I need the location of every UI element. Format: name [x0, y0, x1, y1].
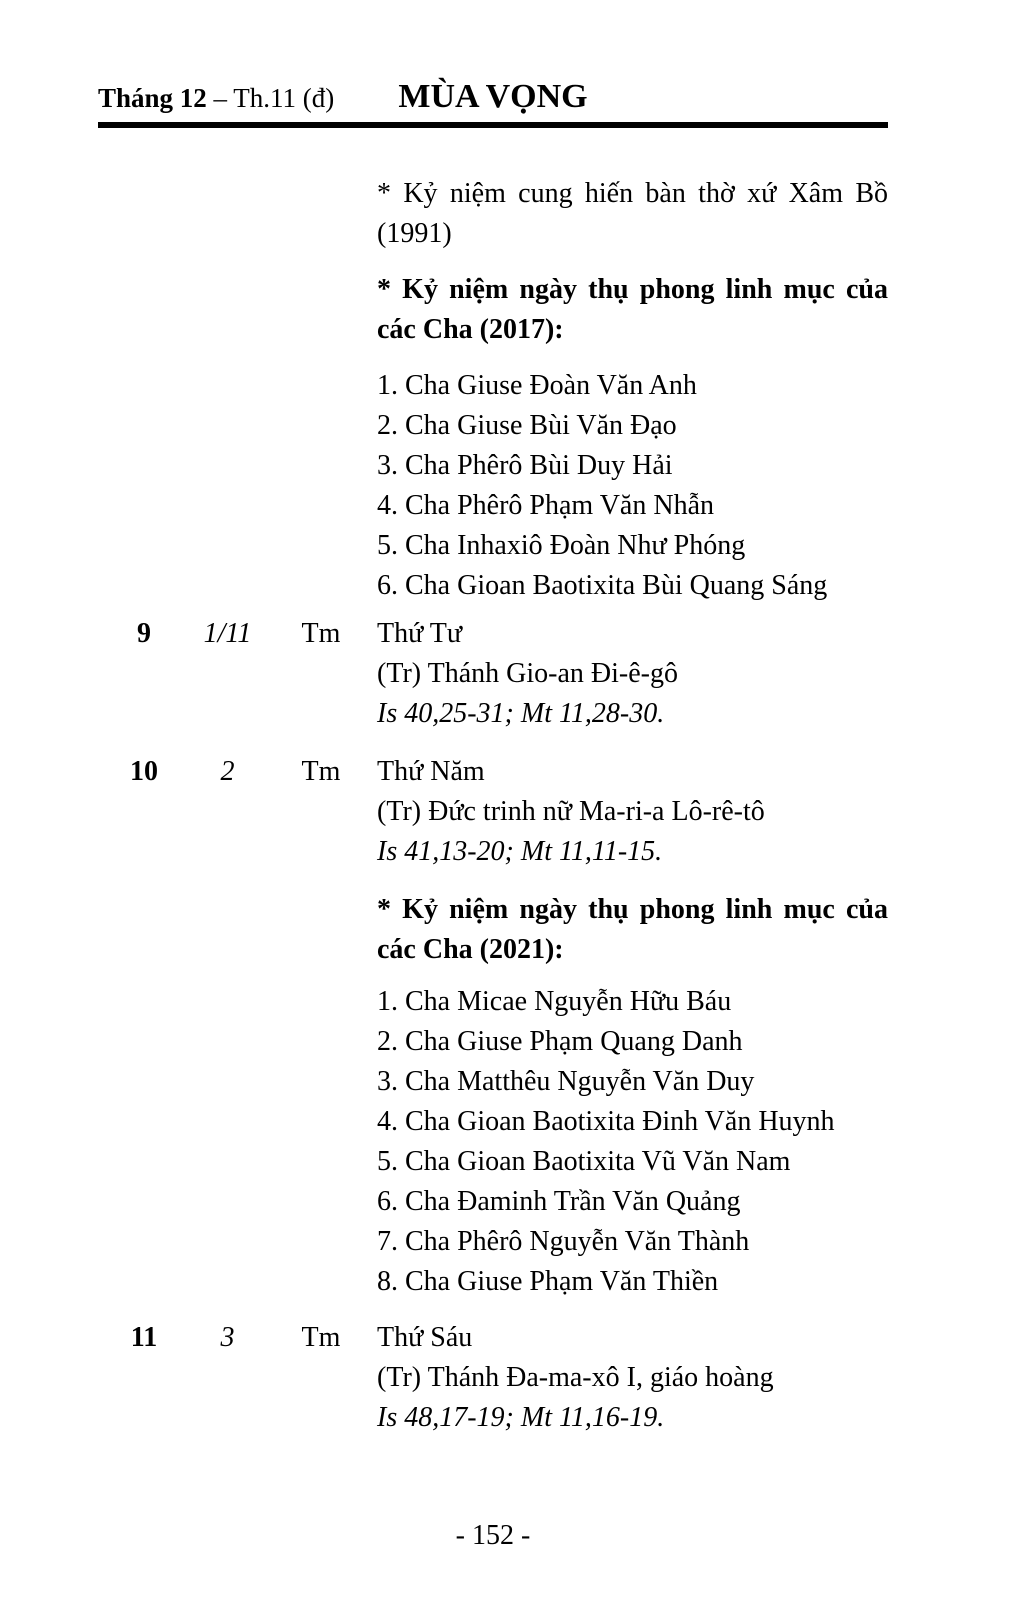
list-item: 5. Cha Gioan Baotixita Vũ Văn Nam — [377, 1146, 791, 1177]
list-item: 1. Cha Giuse Đoàn Văn Anh — [377, 370, 697, 401]
calendar-entry-day-10 — [98, 752, 888, 872]
feast-line: (Tr) Thánh Đa-ma-xô I, giáo hoàng — [377, 1362, 774, 1393]
list-item: 3. Cha Matthêu Nguyễn Văn Duy — [377, 1066, 755, 1097]
lunar-date: 1/11 — [203, 618, 252, 649]
list-item: 1. Cha Micae Nguyễn Hữu Báu — [377, 986, 732, 1017]
weekday: Thứ Sáu — [377, 1322, 473, 1353]
lunar-date: 2 — [220, 756, 235, 787]
list-item: 6. Cha Gioan Baotixita Bùi Quang Sáng — [377, 570, 828, 601]
weekday: Thứ Năm — [377, 756, 485, 787]
entry-text — [377, 752, 888, 872]
day-number: 9 — [137, 618, 151, 649]
weekday: Thứ Tư — [377, 618, 463, 649]
lunar-date: 3 — [220, 1322, 235, 1353]
liturgical-color: Tm — [301, 1322, 341, 1353]
readings-line: Is 48,17-19; Mt 11,16-19. — [377, 1402, 665, 1433]
note-dedication: * Kỷ niệm cung hiến bàn thờ xứ Xâm Bồ (1991) — [377, 178, 888, 249]
ordination-list-2017 — [377, 366, 888, 606]
liturgical-color: Tm — [301, 756, 341, 787]
feast-line: (Tr) Thánh Gio-an Đi-ê-gô — [377, 658, 678, 689]
month-label — [98, 83, 334, 114]
entry-text — [377, 614, 888, 734]
readings-line: Is 41,13-20; Mt 11,11-15. — [377, 836, 663, 867]
list-item: 5. Cha Inhaxiô Đoàn Như Phóng — [377, 530, 746, 561]
day-number: 10 — [130, 756, 158, 787]
day-number: 11 — [130, 1322, 158, 1353]
feast-line: (Tr) Đức trinh nữ Ma-ri-a Lô-rê-tô — [377, 796, 765, 827]
list-item: 4. Cha Phêrô Phạm Văn Nhẫn — [377, 490, 714, 521]
list-item: 2. Cha Giuse Phạm Quang Danh — [377, 1026, 743, 1057]
list-item: 7. Cha Phêrô Nguyễn Văn Thành — [377, 1226, 750, 1257]
list-item: 3. Cha Phêrô Bùi Duy Hải — [377, 450, 673, 481]
heading-ordination-2017: * Kỷ niệm ngày thụ phong linh mục của các Cha (2017): — [377, 274, 888, 345]
heading-ordination-2021: * Kỷ niệm ngày thụ phong linh mục của các Cha (2021): — [377, 894, 888, 965]
list-item: 8. Cha Giuse Phạm Văn Thiền — [377, 1266, 719, 1297]
calendar-entry-day-11 — [98, 1318, 888, 1438]
entry-text — [377, 1318, 888, 1438]
calendar-body — [98, 174, 888, 1438]
month-label-bold: Tháng 12 — [98, 83, 207, 113]
list-item: 2. Cha Giuse Bùi Văn Đạo — [377, 410, 677, 441]
list-item: 4. Cha Gioan Baotixita Đinh Văn Huynh — [377, 1106, 835, 1137]
header-rule — [98, 122, 888, 128]
page-number: - 152 - — [455, 1520, 531, 1551]
ordination-list-2021 — [377, 982, 888, 1302]
month-label-rest: – Th.11 (đ) — [206, 83, 335, 113]
list-item: 6. Cha Đaminh Trần Văn Quảng — [377, 1186, 741, 1217]
readings-line: Is 40,25-31; Mt 11,28-30. — [377, 698, 665, 729]
page-header — [98, 78, 888, 116]
calendar-entry-day-9 — [98, 614, 888, 734]
liturgical-color: Tm — [301, 618, 341, 649]
season-title: MÙA VỌNG — [398, 78, 588, 115]
